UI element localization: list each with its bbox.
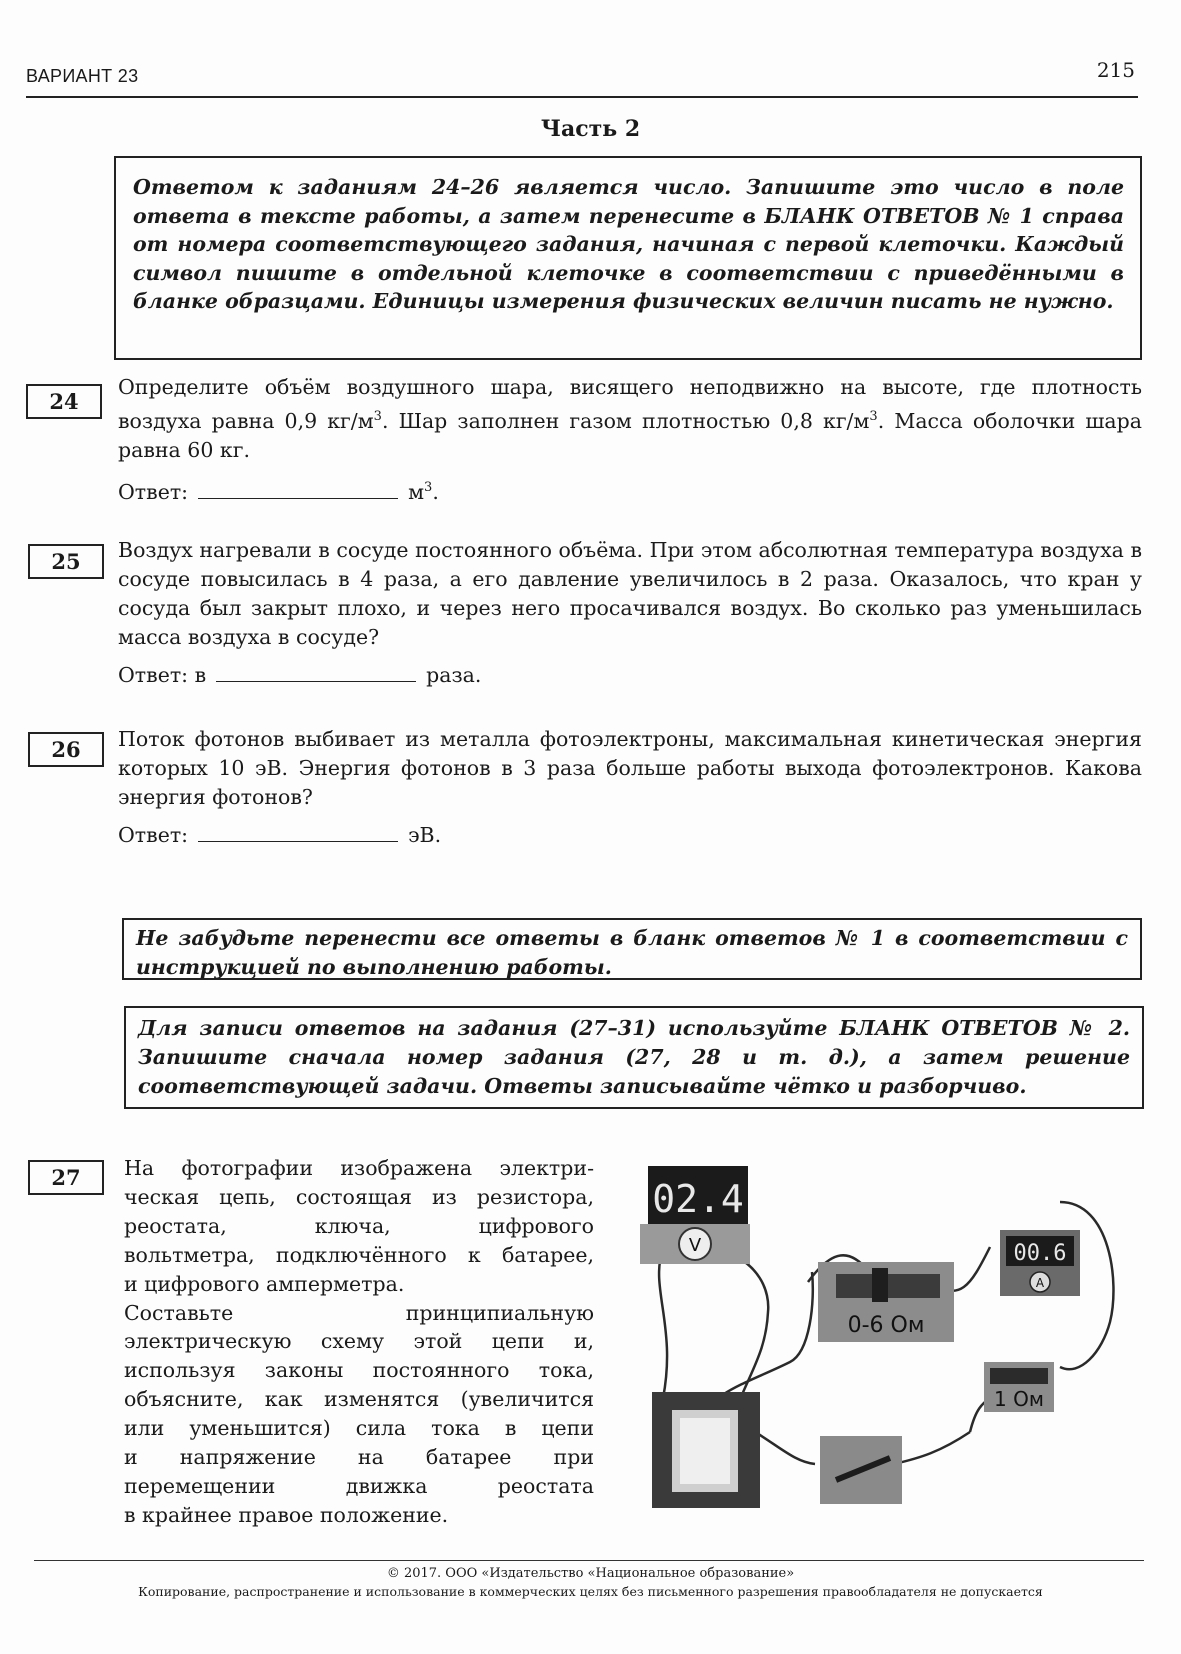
task-24-text: Определите объём воздушного шара, висящего неподвижно на высоте, где плотность воздуха равна 0,9 $кг/м^3$. Шар заполнен газом плотностью 0,8 $кг/м^3$. Масса оболочки шара равна 60 кг. — [118, 375, 1143, 462]
task-26-answer-field[interactable] — [198, 822, 398, 842]
footer-copyright: © 2017. ООО «Издательство «Национальное образование» — [386, 1566, 795, 1581]
part-title: Часть 2 — [540, 116, 641, 142]
task-25-text: Воздух нагревали в сосуде постоянного объёма. При этом абсолютная температура воздуха в сосуде повысилась в 4 раза, а его давление увеличилось в 2 раза. Оказалось, что кран у сосуда был закрыт плохо, и через него просачивался воздух. Во сколько раз уменьшилась масса воздуха в сосуде? — [118, 538, 1142, 649]
rheostat-label: 0-6 Ом — [847, 1313, 925, 1338]
part2-instruction-box: Для записи ответов на задания (27–31) используйте БЛАНК ОТВЕТОВ № 2. Запишите сначала номер задания (27, 28 и т. д.), а затем решение соответствующей задачи. Ответы записывайте чётко и разборчиво. — [124, 1006, 1144, 1109]
voltmeter-symbol: V — [688, 1235, 702, 1256]
task-25-answer: Ответ: в раза. — [118, 663, 482, 687]
ammeter-symbol: A — [1035, 1276, 1045, 1290]
task-27-text: На фотографии изображена электри- ческая цепь, состоящая из резистора, реостата, ключа, цифрового вольтметра, подключённого к батарее, и цифрового амперметра. Составьте принципиальную электрическую схему этой цепи и, используя законы постоянного тока, объясните, как изменятся (увеличится или уменьшится) сила тока в цепи и напряжение на батарее при перемещении движка реостата в крайнее правое положение. — [124, 1156, 594, 1527]
ammeter-reading: 00.6 — [1013, 1241, 1067, 1266]
footer-notice: Копирование, распространение и использование в коммерческих целях без письменного разрешения правообладателя не допускается — [138, 1584, 1043, 1599]
reminder-box: Не забудьте перенести все ответы в бланк ответов № 1 в соответствии с инструкцией по выполнению работы. — [122, 918, 1142, 980]
page-number: 215 — [1096, 58, 1135, 82]
task-24-answer: Ответ: $м^3$. — [118, 480, 439, 504]
voltmeter-reading: 02.4 — [652, 1177, 744, 1221]
task-number-26: 26 — [28, 732, 104, 767]
task-25-answer-field[interactable] — [216, 662, 416, 682]
task-26-answer: Ответ: эВ. — [118, 823, 442, 847]
task-number-27: 27 — [28, 1160, 104, 1195]
task-24-answer-field[interactable] — [198, 479, 398, 499]
instruction-box: Ответом к заданиям 24–26 является число. Запишите это число в поле ответа в тексте работы, а затем перенесите в БЛАНК ОТВЕТОВ № 1 справа от номера соответствующего задания, начиная с первой клеточки. Каждый символ пишите в отдельной клеточке в соответствии с приведёнными в бланке образцами. Единицы измерения физических величин писать не нужно. — [114, 156, 1142, 360]
circuit-photo — [640, 1162, 1144, 1518]
variant-label: ВАРИАНТ 23 — [26, 66, 139, 86]
task-number-25: 25 — [28, 544, 104, 579]
footer-divider — [34, 1560, 1144, 1561]
task-26-text: Поток фотонов выбивает из металла фотоэлектроны, максимальная кинетическая энергия которых 10 эВ. Энергия фотонов в 3 раза больше работы выхода фотоэлектронов. Какова энергия фотонов? — [118, 727, 1142, 809]
task-number-24: 24 — [26, 384, 102, 419]
header-divider — [26, 96, 1138, 98]
resistor-label: 1 Ом — [994, 1387, 1044, 1411]
